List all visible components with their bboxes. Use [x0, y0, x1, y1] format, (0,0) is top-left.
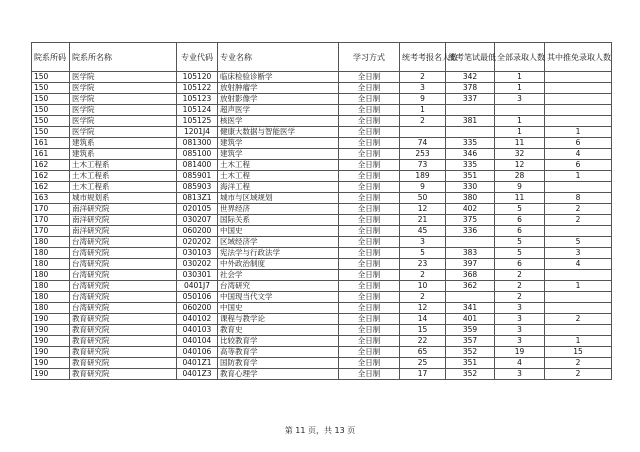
cell-exempt-admitted: 1: [545, 281, 612, 292]
cell-exempt-admitted: [545, 270, 612, 281]
cell-study-mode: 全日制: [339, 336, 400, 347]
cell-study-mode: 全日制: [339, 94, 400, 105]
cell-applicants: 2: [400, 292, 446, 303]
table-row: [32, 160, 612, 171]
table-row: [32, 248, 612, 259]
cell-dept-name: 建筑系: [70, 149, 177, 160]
cell-dept-code: 150: [32, 105, 70, 116]
cell-exempt-admitted: [545, 83, 612, 94]
cell-admitted: 5: [495, 237, 545, 248]
cell-min-score: 397: [446, 259, 495, 270]
cell-admitted: 11: [495, 138, 545, 149]
cell-study-mode: 全日制: [339, 237, 400, 248]
cell-major-code: 050106: [177, 292, 218, 303]
cell-admitted: 3: [495, 303, 545, 314]
cell-major-name: 中国史: [218, 226, 339, 237]
cell-study-mode: 全日制: [339, 281, 400, 292]
cell-study-mode: 全日制: [339, 314, 400, 325]
cell-min-score: 357: [446, 336, 495, 347]
cell-major-code: 081300: [177, 138, 218, 149]
cell-min-score: 342: [446, 72, 495, 83]
cell-applicants: 14: [400, 314, 446, 325]
cell-min-score: 352: [446, 369, 495, 380]
cell-admitted: 3: [495, 325, 545, 336]
cell-admitted: 1: [495, 83, 545, 94]
cell-dept-code: 180: [32, 259, 70, 270]
header-dept-code: 院系所码: [32, 43, 70, 72]
cell-min-score: 362: [446, 281, 495, 292]
cell-dept-code: 163: [32, 193, 70, 204]
cell-major-code: 060200: [177, 226, 218, 237]
cell-study-mode: 全日制: [339, 171, 400, 182]
cell-dept-name: 医学院: [70, 127, 177, 138]
cell-min-score: 337: [446, 94, 495, 105]
table-row: [32, 83, 612, 94]
cell-dept-code: 180: [32, 281, 70, 292]
cell-exempt-admitted: 2: [545, 215, 612, 226]
cell-admitted: 4: [495, 358, 545, 369]
header-study-mode: 学习方式: [339, 43, 400, 72]
cell-exempt-admitted: [545, 182, 612, 193]
cell-major-name: 土木工程: [218, 171, 339, 182]
cell-major-code: 020105: [177, 204, 218, 215]
cell-applicants: 2: [400, 116, 446, 127]
cell-min-score: 351: [446, 171, 495, 182]
header-min-score: 统考笔试最低: [446, 43, 495, 72]
cell-major-name: 国际关系: [218, 215, 339, 226]
header-major-code: 专业代码: [177, 43, 218, 72]
table-row: [32, 127, 612, 138]
cell-dept-code: 180: [32, 248, 70, 259]
cell-applicants: 5: [400, 248, 446, 259]
cell-study-mode: 全日制: [339, 270, 400, 281]
cell-dept-name: 台湾研究院: [70, 248, 177, 259]
cell-admitted: 28: [495, 171, 545, 182]
cell-major-code: 085100: [177, 149, 218, 160]
cell-dept-code: 180: [32, 270, 70, 281]
cell-dept-code: 190: [32, 369, 70, 380]
cell-study-mode: 全日制: [339, 149, 400, 160]
cell-min-score: 383: [446, 248, 495, 259]
cell-dept-code: 170: [32, 215, 70, 226]
cell-dept-name: 台湾研究院: [70, 281, 177, 292]
cell-exempt-admitted: [545, 72, 612, 83]
cell-major-name: 土木工程: [218, 160, 339, 171]
cell-major-name: 课程与教学论: [218, 314, 339, 325]
table-row: [32, 193, 612, 204]
cell-exempt-admitted: 1: [545, 127, 612, 138]
header-dept-name: 院系所名称: [70, 43, 177, 72]
cell-admitted: 3: [495, 336, 545, 347]
cell-dept-code: 150: [32, 94, 70, 105]
header-exempt-admitted: 其中推免录取人数: [545, 43, 612, 72]
cell-applicants: 12: [400, 303, 446, 314]
table-row: [32, 94, 612, 105]
cell-major-name: 海洋工程: [218, 182, 339, 193]
table-row: [32, 358, 612, 369]
cell-dept-name: 土木工程系: [70, 182, 177, 193]
cell-min-score: 401: [446, 314, 495, 325]
cell-dept-name: 台湾研究院: [70, 270, 177, 281]
table-row: [32, 259, 612, 270]
table-row: [32, 182, 612, 193]
cell-major-code: 105120: [177, 72, 218, 83]
cell-exempt-admitted: [545, 105, 612, 116]
cell-major-name: 宪法学与行政法学: [218, 248, 339, 259]
cell-exempt-admitted: 5: [545, 237, 612, 248]
cell-major-code: 081400: [177, 160, 218, 171]
header-major-name: 专业名称: [218, 43, 339, 72]
cell-dept-code: 180: [32, 237, 70, 248]
cell-major-name: 核医学: [218, 116, 339, 127]
cell-major-code: 040102: [177, 314, 218, 325]
cell-study-mode: 全日制: [339, 83, 400, 94]
cell-min-score: 352: [446, 347, 495, 358]
cell-admitted: 2: [495, 270, 545, 281]
header-admitted: 全部录取人数: [495, 43, 545, 72]
cell-exempt-admitted: 2: [545, 204, 612, 215]
table-row: [32, 116, 612, 127]
cell-study-mode: 全日制: [339, 182, 400, 193]
cell-study-mode: 全日制: [339, 204, 400, 215]
cell-study-mode: 全日制: [339, 193, 400, 204]
cell-dept-name: 建筑系: [70, 138, 177, 149]
cell-dept-name: 医学院: [70, 83, 177, 94]
cell-exempt-admitted: [545, 116, 612, 127]
cell-exempt-admitted: 2: [545, 369, 612, 380]
cell-applicants: 10: [400, 281, 446, 292]
cell-major-name: 建筑学: [218, 138, 339, 149]
cell-min-score: 346: [446, 149, 495, 160]
cell-min-score: 336: [446, 226, 495, 237]
cell-dept-code: 162: [32, 171, 70, 182]
cell-major-name: 中国史: [218, 303, 339, 314]
cell-dept-code: 162: [32, 160, 70, 171]
cell-dept-name: 城市规划系: [70, 193, 177, 204]
cell-exempt-admitted: 1: [545, 171, 612, 182]
cell-dept-name: 医学院: [70, 105, 177, 116]
cell-study-mode: 全日制: [339, 347, 400, 358]
cell-dept-name: 台湾研究院: [70, 303, 177, 314]
cell-dept-name: 台湾研究院: [70, 292, 177, 303]
cell-major-name: 中外政治制度: [218, 259, 339, 270]
table-row: [32, 72, 612, 83]
cell-admitted: 5: [495, 204, 545, 215]
cell-major-code: 0401Z1: [177, 358, 218, 369]
cell-major-code: 085901: [177, 171, 218, 182]
cell-applicants: 17: [400, 369, 446, 380]
cell-study-mode: 全日制: [339, 226, 400, 237]
cell-exempt-admitted: [545, 303, 612, 314]
cell-exempt-admitted: 2: [545, 358, 612, 369]
cell-study-mode: 全日制: [339, 369, 400, 380]
cell-major-code: 105124: [177, 105, 218, 116]
table-row: [32, 292, 612, 303]
cell-admitted: 6: [495, 259, 545, 270]
cell-min-score: [446, 237, 495, 248]
cell-major-code: 1201J4: [177, 127, 218, 138]
cell-admitted: 6: [495, 215, 545, 226]
cell-major-name: 临床检验诊断学: [218, 72, 339, 83]
cell-major-name: 放射肿瘤学: [218, 83, 339, 94]
table-row: [32, 314, 612, 325]
cell-study-mode: 全日制: [339, 138, 400, 149]
table-body: [32, 72, 612, 380]
cell-major-code: 105125: [177, 116, 218, 127]
cell-min-score: 402: [446, 204, 495, 215]
cell-study-mode: 全日制: [339, 105, 400, 116]
cell-dept-name: 南洋研究院: [70, 215, 177, 226]
cell-applicants: 73: [400, 160, 446, 171]
cell-applicants: 2: [400, 72, 446, 83]
cell-applicants: 9: [400, 182, 446, 193]
cell-dept-name: 医学院: [70, 116, 177, 127]
cell-study-mode: 全日制: [339, 325, 400, 336]
cell-major-name: 世界经济: [218, 204, 339, 215]
cell-dept-code: 190: [32, 314, 70, 325]
cell-exempt-admitted: 3: [545, 248, 612, 259]
cell-major-code: 040103: [177, 325, 218, 336]
cell-major-code: 105123: [177, 94, 218, 105]
cell-exempt-admitted: 6: [545, 160, 612, 171]
table-row: [32, 325, 612, 336]
cell-major-code: 105122: [177, 83, 218, 94]
cell-min-score: 330: [446, 182, 495, 193]
cell-major-code: 040104: [177, 336, 218, 347]
cell-study-mode: 全日制: [339, 248, 400, 259]
cell-min-score: 351: [446, 358, 495, 369]
cell-min-score: 335: [446, 160, 495, 171]
cell-exempt-admitted: [545, 292, 612, 303]
cell-dept-code: 190: [32, 325, 70, 336]
table-row: [32, 270, 612, 281]
cell-applicants: 253: [400, 149, 446, 160]
cell-admitted: 1: [495, 127, 545, 138]
cell-dept-code: 162: [32, 182, 70, 193]
cell-major-name: 比较教育学: [218, 336, 339, 347]
cell-major-name: 城市与区域规划: [218, 193, 339, 204]
cell-dept-name: 土木工程系: [70, 171, 177, 182]
cell-dept-code: 180: [32, 303, 70, 314]
cell-exempt-admitted: 1: [545, 336, 612, 347]
cell-study-mode: 全日制: [339, 72, 400, 83]
header-applicants: 统考考报名人数: [400, 43, 446, 72]
table-row: [32, 171, 612, 182]
table-row: [32, 226, 612, 237]
cell-dept-code: 170: [32, 226, 70, 237]
cell-study-mode: 全日制: [339, 303, 400, 314]
page-footer: 第 11 页，共 13 页: [284, 426, 356, 435]
cell-study-mode: 全日制: [339, 358, 400, 369]
cell-major-name: 区域经济学: [218, 237, 339, 248]
cell-applicants: 189: [400, 171, 446, 182]
cell-dept-code: 150: [32, 72, 70, 83]
cell-applicants: 22: [400, 336, 446, 347]
table-header-row: [32, 43, 612, 72]
table-row: [32, 303, 612, 314]
cell-dept-name: 教育研究院: [70, 347, 177, 358]
cell-major-code: 0401Z3: [177, 369, 218, 380]
cell-dept-name: 教育研究院: [70, 369, 177, 380]
cell-applicants: [400, 127, 446, 138]
cell-min-score: 375: [446, 215, 495, 226]
cell-min-score: 368: [446, 270, 495, 281]
cell-applicants: 23: [400, 259, 446, 270]
table-row: [32, 204, 612, 215]
cell-dept-name: 教育研究院: [70, 336, 177, 347]
cell-exempt-admitted: [545, 94, 612, 105]
cell-admitted: 6: [495, 226, 545, 237]
cell-min-score: [446, 292, 495, 303]
cell-applicants: 9: [400, 94, 446, 105]
cell-exempt-admitted: [545, 226, 612, 237]
cell-admitted: 5: [495, 248, 545, 259]
cell-admitted: [495, 105, 545, 116]
cell-applicants: 1: [400, 105, 446, 116]
cell-admitted: 3: [495, 314, 545, 325]
cell-dept-code: 161: [32, 149, 70, 160]
cell-major-code: 040106: [177, 347, 218, 358]
cell-dept-code: 150: [32, 83, 70, 94]
cell-min-score: [446, 127, 495, 138]
cell-dept-code: 190: [32, 336, 70, 347]
cell-major-code: 030207: [177, 215, 218, 226]
table-row: [32, 369, 612, 380]
cell-major-code: 060200: [177, 303, 218, 314]
cell-admitted: 9: [495, 182, 545, 193]
cell-major-name: 社会学: [218, 270, 339, 281]
cell-admitted: 19: [495, 347, 545, 358]
cell-major-name: 教育史: [218, 325, 339, 336]
cell-major-code: 020202: [177, 237, 218, 248]
cell-study-mode: 全日制: [339, 127, 400, 138]
cell-exempt-admitted: 8: [545, 193, 612, 204]
cell-major-code: 0401J7: [177, 281, 218, 292]
table-row: [32, 347, 612, 358]
cell-applicants: 50: [400, 193, 446, 204]
cell-min-score: 378: [446, 83, 495, 94]
cell-min-score: 335: [446, 138, 495, 149]
table-row: [32, 336, 612, 347]
cell-applicants: 15: [400, 325, 446, 336]
cell-major-name: 教育心理学: [218, 369, 339, 380]
table-row: [32, 138, 612, 149]
cell-applicants: 12: [400, 204, 446, 215]
cell-dept-name: 南洋研究院: [70, 226, 177, 237]
cell-study-mode: 全日制: [339, 116, 400, 127]
cell-study-mode: 全日制: [339, 292, 400, 303]
cell-dept-name: 台湾研究院: [70, 259, 177, 270]
cell-admitted: 1: [495, 116, 545, 127]
cell-dept-name: 教育研究院: [70, 314, 177, 325]
cell-major-name: 放射影像学: [218, 94, 339, 105]
cell-major-name: 建筑学: [218, 149, 339, 160]
cell-applicants: 3: [400, 83, 446, 94]
cell-major-name: 台湾研究: [218, 281, 339, 292]
cell-dept-code: 150: [32, 127, 70, 138]
cell-admitted: 2: [495, 292, 545, 303]
cell-dept-name: 医学院: [70, 72, 177, 83]
cell-exempt-admitted: 4: [545, 259, 612, 270]
cell-study-mode: 全日制: [339, 215, 400, 226]
cell-major-name: 高等教育学: [218, 347, 339, 358]
table-row: [32, 281, 612, 292]
cell-applicants: 65: [400, 347, 446, 358]
cell-exempt-admitted: 6: [545, 138, 612, 149]
cell-dept-code: 180: [32, 292, 70, 303]
cell-admitted: 2: [495, 281, 545, 292]
cell-min-score: 380: [446, 193, 495, 204]
cell-applicants: 25: [400, 358, 446, 369]
cell-admitted: 3: [495, 94, 545, 105]
cell-exempt-admitted: [545, 325, 612, 336]
cell-study-mode: 全日制: [339, 259, 400, 270]
cell-applicants: 3: [400, 237, 446, 248]
cell-admitted: 3: [495, 369, 545, 380]
cell-min-score: 341: [446, 303, 495, 314]
cell-applicants: 21: [400, 215, 446, 226]
cell-min-score: [446, 105, 495, 116]
admission-table: [31, 42, 612, 380]
cell-major-code: 030301: [177, 270, 218, 281]
table-row: [32, 215, 612, 226]
cell-major-name: 国防教育学: [218, 358, 339, 369]
cell-major-code: 085903: [177, 182, 218, 193]
table-row: [32, 237, 612, 248]
cell-dept-code: 190: [32, 358, 70, 369]
cell-dept-code: 190: [32, 347, 70, 358]
cell-dept-code: 161: [32, 138, 70, 149]
cell-exempt-admitted: 2: [545, 314, 612, 325]
cell-study-mode: 全日制: [339, 160, 400, 171]
cell-major-code: 0813Z1: [177, 193, 218, 204]
cell-major-code: 030202: [177, 259, 218, 270]
table-row: [32, 149, 612, 160]
cell-exempt-admitted: 15: [545, 347, 612, 358]
cell-dept-name: 教育研究院: [70, 325, 177, 336]
cell-dept-name: 南洋研究院: [70, 204, 177, 215]
cell-major-name: 健康大数据与智能医学: [218, 127, 339, 138]
cell-major-name: 中国现当代文学: [218, 292, 339, 303]
cell-major-name: 超声医学: [218, 105, 339, 116]
cell-dept-name: 教育研究院: [70, 358, 177, 369]
cell-applicants: 2: [400, 270, 446, 281]
cell-dept-code: 150: [32, 116, 70, 127]
cell-min-score: 381: [446, 116, 495, 127]
cell-exempt-admitted: 4: [545, 149, 612, 160]
cell-dept-name: 台湾研究院: [70, 237, 177, 248]
cell-dept-code: 170: [32, 204, 70, 215]
cell-dept-name: 土木工程系: [70, 160, 177, 171]
cell-min-score: 359: [446, 325, 495, 336]
cell-admitted: 32: [495, 149, 545, 160]
cell-admitted: 11: [495, 193, 545, 204]
cell-major-code: 030103: [177, 248, 218, 259]
cell-admitted: 1: [495, 72, 545, 83]
cell-dept-name: 医学院: [70, 94, 177, 105]
cell-admitted: 12: [495, 160, 545, 171]
table-row: [32, 105, 612, 116]
cell-applicants: 74: [400, 138, 446, 149]
cell-applicants: 45: [400, 226, 446, 237]
